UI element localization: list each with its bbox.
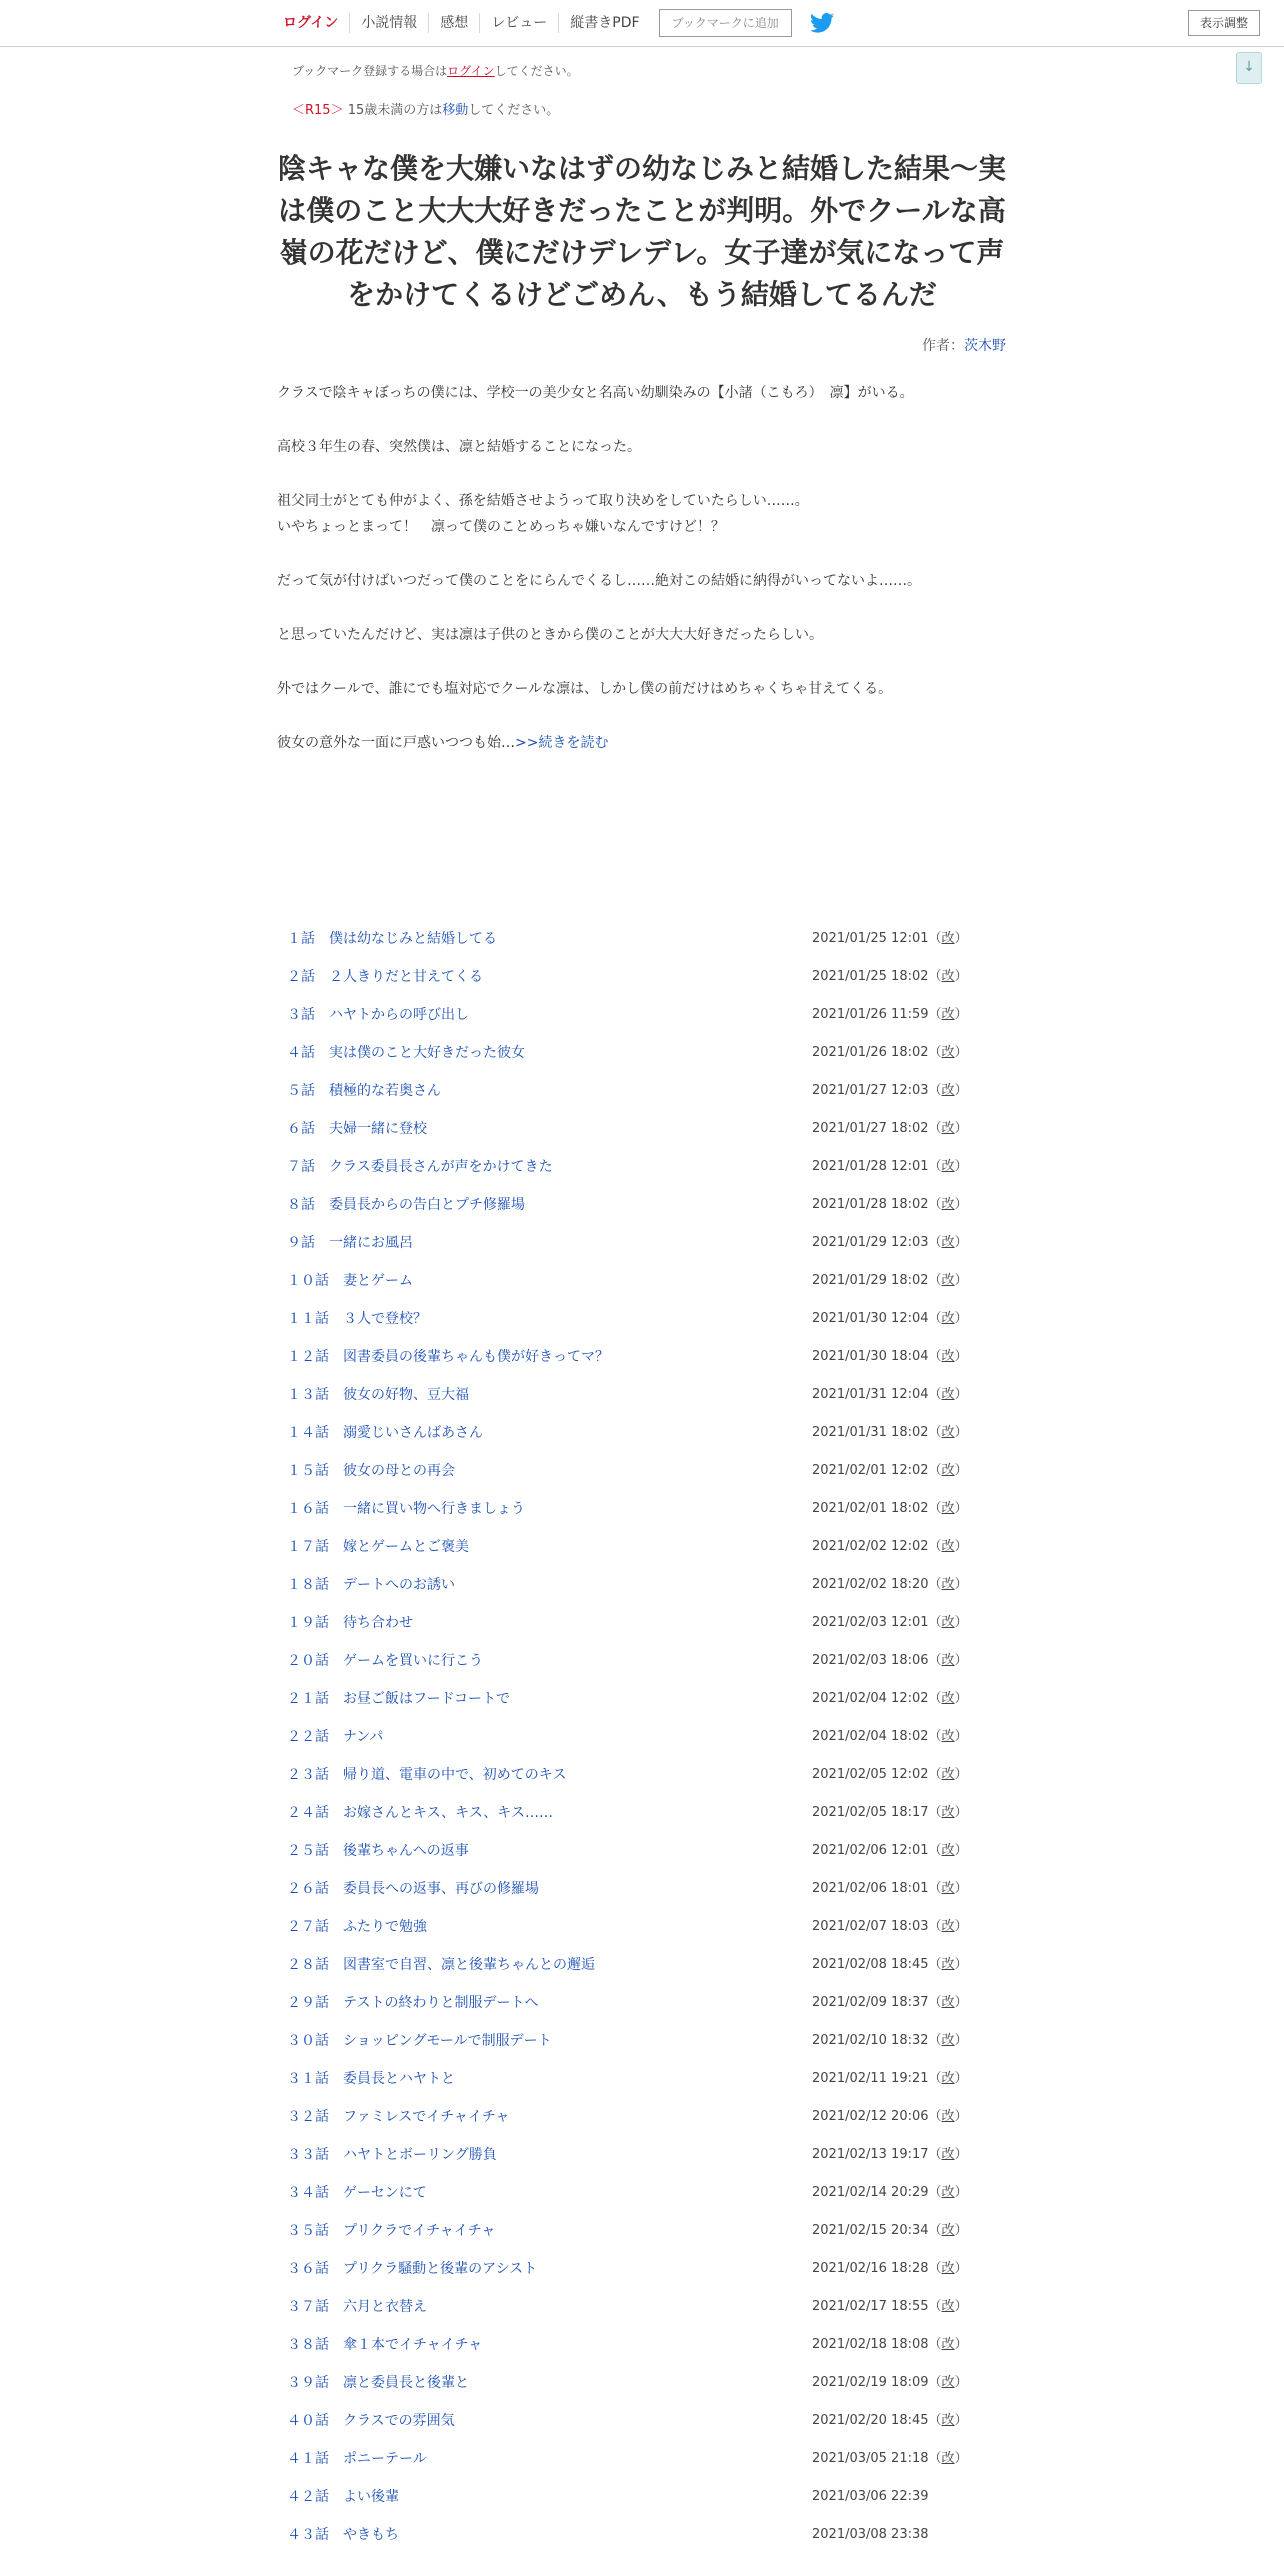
- r15-notice-suffix: してください。: [468, 103, 560, 118]
- chapter-link[interactable]: ２話 ２人きりだと甘えてくる: [287, 969, 483, 985]
- chapter-date: [812, 1838, 968, 1864]
- chapter-edited-marker: （改）: [928, 2451, 968, 2466]
- chapter-edited-link[interactable]: 改: [941, 2185, 955, 2200]
- chapter-date: [812, 964, 968, 990]
- chapter-edited-marker: （改）: [928, 1311, 968, 1326]
- chapter-row: [287, 1496, 987, 1534]
- novel-title: 陰キャな僕を大嫌いなはずの幼なじみと結婚した結果～実は僕のこと大大大好きだったことが判明。外でクールな高嶺の花だけど、僕にだけデレデレ。女子達が気になって声をかけてくるけどごめん、もう結婚してるんだ: [278, 152, 1007, 311]
- chapter-date-value: 2021/01/31 18:02: [812, 1425, 929, 1440]
- chapter-row: [287, 2522, 987, 2560]
- chapter-edited-link[interactable]: 改: [941, 2223, 955, 2238]
- chapter-date: [812, 1800, 968, 1826]
- chapter-date-value: 2021/01/30 12:04: [812, 1311, 929, 1326]
- chapter-link[interactable]: １７話 嫁とゲームとご褒美: [287, 1539, 469, 1555]
- chapter-date: [812, 1914, 968, 1940]
- bookmark-login-notice: [292, 62, 579, 79]
- chapter-row: [287, 2142, 987, 2180]
- chapter-link[interactable]: ２９話 テストの終わりと制服デートへ: [287, 1995, 539, 2011]
- chapter-edited-marker: （改）: [928, 1121, 968, 1136]
- chapter-link[interactable]: ３０話 ショッピングモールで制服デート: [287, 2033, 552, 2049]
- chapter-date-value: 2021/02/04 18:02: [812, 1729, 929, 1744]
- chapter-edited-link[interactable]: 改: [941, 2299, 955, 2314]
- chapter-date: [812, 2218, 968, 2244]
- chapter-row: [287, 1686, 987, 1724]
- chapter-edited-marker: （改）: [928, 2109, 968, 2124]
- chapter-date: [812, 2180, 968, 2206]
- chapter-row: [287, 1382, 987, 1420]
- chapter-edited-marker: （改）: [928, 1691, 968, 1706]
- synopsis-paragraph: [277, 434, 1017, 460]
- chapter-row: [287, 2446, 987, 2484]
- chapter-link[interactable]: １３話 彼女の好物、豆大福: [287, 1387, 469, 1403]
- chapter-edited-link[interactable]: 改: [941, 1843, 955, 1858]
- synopsis-line: いやちょっとまって！ 凛って僕のことめっちゃ嫌いなんですけど！？: [277, 519, 725, 535]
- chapter-date: [812, 1002, 968, 1028]
- chapter-row: [287, 1458, 987, 1496]
- chapter-link[interactable]: ２４話 お嫁さんとキス、キス、キス……: [287, 1805, 553, 1821]
- chapter-edited-link[interactable]: 改: [941, 2071, 955, 2086]
- chapter-edited-marker: （改）: [928, 969, 968, 984]
- chapter-date-value: 2021/01/26 11:59: [812, 1007, 929, 1022]
- chapter-date-value: 2021/02/09 18:37: [812, 1995, 929, 2010]
- chapter-date-value: 2021/01/25 18:02: [812, 969, 929, 984]
- chapter-edited-link[interactable]: 改: [941, 1121, 955, 1136]
- chapter-link[interactable]: ３１話 委員長とハヤトと: [287, 2071, 455, 2087]
- chapter-edited-marker: （改）: [928, 1273, 968, 1288]
- chapter-edited-link[interactable]: 改: [941, 1425, 955, 1440]
- chapter-edited-link[interactable]: 改: [941, 2375, 955, 2390]
- chapter-link[interactable]: １４話 溺愛じいさんばあさん: [287, 1425, 483, 1441]
- chapter-date: [812, 1990, 968, 2016]
- chapter-date: [812, 1268, 968, 1294]
- scroll-down-button[interactable]: ↓: [1236, 52, 1262, 84]
- chapter-link[interactable]: ３５話 プリクラでイチャイチャ: [287, 2223, 496, 2239]
- chapter-row: [287, 1762, 987, 1800]
- chapter-row: [287, 1306, 987, 1344]
- chapter-row: [287, 1230, 987, 1268]
- chapter-edited-marker: （改）: [928, 1387, 968, 1402]
- chapter-date-value: 2021/02/13 19:17: [812, 2147, 929, 2162]
- chapter-edited-link[interactable]: 改: [941, 1767, 955, 1782]
- chapter-link[interactable]: ２０話 ゲームを買いに行こう: [287, 1653, 483, 1669]
- chapter-edited-marker: （改）: [928, 1919, 968, 1934]
- chapter-link[interactable]: ４１話 ポニーテール: [287, 2451, 427, 2467]
- chapter-edited-link[interactable]: 改: [941, 1463, 955, 1478]
- chapter-edited-link[interactable]: 改: [941, 1197, 955, 1212]
- chapter-row: [287, 1268, 987, 1306]
- author-link[interactable]: 茨木野: [964, 338, 1006, 354]
- chapter-row: [287, 2484, 987, 2522]
- chapter-edited-marker: （改）: [928, 2185, 968, 2200]
- chapter-edited-marker: （改）: [928, 1349, 968, 1364]
- chapter-row: [287, 2028, 987, 2066]
- chapter-link[interactable]: ６話 夫婦一緒に登校: [287, 1121, 427, 1137]
- chapter-date: [812, 1496, 968, 1522]
- chapter-link[interactable]: ２５話 後輩ちゃんへの返事: [287, 1843, 469, 1859]
- chapter-row: [287, 1344, 987, 1382]
- chapter-date: [812, 2294, 968, 2320]
- chapter-edited-link[interactable]: 改: [941, 1691, 955, 1706]
- chapter-date-value: 2021/03/06 22:39: [812, 2489, 929, 2504]
- chapter-row: [287, 2332, 987, 2370]
- author-label: 作者：: [922, 338, 964, 354]
- chapter-date-value: 2021/01/28 18:02: [812, 1197, 929, 1212]
- chapter-row: [287, 1990, 987, 2028]
- chapter-edited-marker: （改）: [928, 2147, 968, 2162]
- chapter-edited-link[interactable]: 改: [941, 1995, 955, 2010]
- chapter-link[interactable]: １０話 妻とゲーム: [287, 1273, 413, 1289]
- chapter-link[interactable]: ９話 一緒にお風呂: [287, 1235, 413, 1251]
- chapter-date: [812, 2104, 968, 2130]
- chapter-date: [812, 2142, 968, 2168]
- chapter-edited-marker: （改）: [928, 1007, 968, 1022]
- chapter-date: [812, 926, 968, 952]
- chapter-date: [812, 1610, 968, 1636]
- nav-login[interactable]: ログイン: [272, 13, 350, 33]
- synopsis: [277, 380, 1017, 784]
- chapter-link[interactable]: ３７話 六月と衣替え: [287, 2299, 427, 2315]
- chapter-edited-marker: （改）: [928, 2261, 968, 2276]
- chapter-edited-link[interactable]: 改: [941, 1311, 955, 1326]
- chapter-edited-link[interactable]: 改: [941, 1045, 955, 1060]
- chapter-edited-marker: （改）: [928, 1501, 968, 1516]
- chapter-date: [812, 1762, 968, 1788]
- chapter-edited-marker: （改）: [928, 1653, 968, 1668]
- chapter-date-value: 2021/02/12 20:06: [812, 2109, 929, 2124]
- chapter-row: [287, 1002, 987, 1040]
- add-bookmark-button[interactable]: ブックマークに追加: [659, 9, 792, 37]
- synopsis-paragraph: [277, 622, 1017, 648]
- chapter-row: [287, 2370, 987, 2408]
- bookmark-notice-prefix: ブックマーク登録する場合は: [292, 64, 448, 78]
- chapter-date: [812, 1040, 968, 1066]
- chapter-date-value: 2021/01/27 18:02: [812, 1121, 929, 1136]
- chapter-date-value: 2021/02/17 18:55: [812, 2299, 929, 2314]
- chapter-date-value: 2021/02/19 18:09: [812, 2375, 929, 2390]
- chapter-link[interactable]: １９話 待ち合わせ: [287, 1615, 413, 1631]
- chapter-edited-link[interactable]: 改: [941, 1159, 955, 1174]
- synopsis-line: 高校３年生の春、突然僕は、凛と結婚することになった。: [277, 439, 641, 455]
- nav-impressions[interactable]: 感想: [429, 13, 480, 33]
- chapter-row: [287, 2180, 987, 2218]
- chapter-edited-marker: （改）: [928, 1881, 968, 1896]
- chapter-row: [287, 1876, 987, 1914]
- chapter-date: [812, 1344, 968, 1370]
- chapter-row: [287, 1420, 987, 1458]
- chapter-edited-link[interactable]: 改: [941, 1235, 955, 1250]
- chapter-date-value: 2021/01/31 12:04: [812, 1387, 929, 1402]
- chapter-link[interactable]: ４３話 やきもち: [287, 2527, 399, 2543]
- chapter-date-value: 2021/01/26 18:02: [812, 1045, 929, 1060]
- chapter-date: [812, 1382, 968, 1408]
- chapter-date: [812, 1648, 968, 1674]
- chapter-edited-marker: （改）: [928, 2033, 968, 2048]
- chapter-date-value: 2021/02/10 18:32: [812, 2033, 929, 2048]
- chapter-date-value: 2021/02/11 19:21: [812, 2071, 929, 2086]
- synopsis-line: だって気が付けばいつだって僕のことをにらんでくるし……絶対この結婚に納得がいってないよ……。: [277, 573, 921, 589]
- chapter-date: [812, 1952, 968, 1978]
- chapter-edited-marker: （改）: [928, 2071, 968, 2086]
- chapter-edited-link[interactable]: 改: [941, 2413, 955, 2428]
- top-bar: [0, 0, 1284, 47]
- chapter-date-value: 2021/01/28 12:01: [812, 1159, 929, 1174]
- r15-notice-prefix: 15歳未満の方は: [347, 103, 443, 118]
- chapter-date-value: 2021/01/30 18:04: [812, 1349, 929, 1364]
- chapter-edited-link[interactable]: 改: [941, 1881, 955, 1896]
- chapter-edited-link[interactable]: 改: [941, 1729, 955, 1744]
- chapter-date: [812, 2332, 968, 2358]
- chapter-date: [812, 1078, 968, 1104]
- chapter-edited-link[interactable]: 改: [941, 931, 955, 946]
- chapter-row: [287, 926, 987, 964]
- chapter-date-value: 2021/02/02 18:20: [812, 1577, 929, 1592]
- chapter-row: [287, 2104, 987, 2142]
- chapter-row: [287, 1800, 987, 1838]
- chapter-date-value: 2021/02/08 18:45: [812, 1957, 929, 1972]
- chapter-date-value: 2021/02/18 18:08: [812, 2337, 929, 2352]
- chapter-date-value: 2021/01/29 12:03: [812, 1235, 929, 1250]
- chapter-date-value: 2021/02/04 12:02: [812, 1691, 929, 1706]
- chapter-row: [287, 1116, 987, 1154]
- chapter-date-value: 2021/03/05 21:18: [812, 2451, 929, 2466]
- chapter-date: [812, 2408, 968, 2434]
- chapter-link[interactable]: ４０話 クラスでの雰囲気: [287, 2413, 455, 2429]
- chapter-link[interactable]: ２７話 ふたりで勉強: [287, 1919, 427, 1935]
- synopsis-line: と思っていたんだけど、実は凛は子供のときから僕のことが大大大好きだったらしい。: [277, 627, 823, 643]
- chapter-row: [287, 1154, 987, 1192]
- chapter-row: [287, 1952, 987, 1990]
- chapter-date-value: 2021/02/01 12:02: [812, 1463, 929, 1478]
- nav-review[interactable]: レビュー: [480, 13, 559, 33]
- chapter-date: [812, 2484, 929, 2510]
- r15-move-link[interactable]: 移動: [442, 103, 469, 118]
- chapter-date: [812, 1534, 968, 1560]
- chapter-link[interactable]: ７話 クラス委員長さんが声をかけてきた: [287, 1159, 553, 1175]
- chapter-edited-link[interactable]: 改: [941, 1349, 955, 1364]
- chapter-link[interactable]: １２話 図書委員の後輩ちゃんも僕が好きってマ？: [287, 1349, 609, 1365]
- chapter-link[interactable]: １話 僕は幼なじみと結婚してる: [287, 931, 497, 947]
- chapter-edited-marker: （改）: [928, 1577, 968, 1592]
- chapter-edited-link[interactable]: 改: [941, 1539, 955, 1554]
- chapter-list: [287, 926, 987, 2560]
- chapter-row: [287, 1610, 987, 1648]
- nav-novel-info[interactable]: 小説情報: [350, 13, 429, 33]
- chapter-row: [287, 1572, 987, 1610]
- chapter-edited-marker: （改）: [928, 1083, 968, 1098]
- author-line: [922, 335, 1006, 355]
- chapter-row: [287, 1914, 987, 1952]
- chapter-date-value: 2021/02/05 12:02: [812, 1767, 929, 1782]
- chapter-date: [812, 2028, 968, 2054]
- synopsis-paragraph: [277, 380, 1017, 406]
- chapter-edited-link[interactable]: 改: [941, 1501, 955, 1516]
- chapter-edited-link[interactable]: 改: [941, 1577, 955, 1592]
- chapter-link[interactable]: ４話 実は僕のこと大好きだった彼女: [287, 1045, 525, 1061]
- display-settings-button[interactable]: 表示調整: [1188, 10, 1260, 36]
- chapter-edited-marker: （改）: [928, 1197, 968, 1212]
- chapter-link[interactable]: ３４話 ゲーセンにて: [287, 2185, 427, 2201]
- chapter-link[interactable]: １６話 一緒に買い物へ行きましょう: [287, 1501, 525, 1517]
- chapter-row: [287, 1534, 987, 1572]
- chapter-date-value: 2021/02/01 18:02: [812, 1501, 929, 1516]
- synopsis-paragraph: [277, 730, 1017, 756]
- chapter-link[interactable]: ３８話 傘１本でイチャイチャ: [287, 2337, 483, 2353]
- chapter-date: [812, 2066, 968, 2092]
- chapter-date-value: 2021/02/03 12:01: [812, 1615, 929, 1630]
- chapter-edited-marker: （改）: [928, 1729, 968, 1744]
- chapter-date-value: 2021/02/14 20:29: [812, 2185, 929, 2200]
- chapter-edited-link[interactable]: 改: [941, 1387, 955, 1402]
- chapter-edited-link[interactable]: 改: [941, 2147, 955, 2162]
- chapter-edited-marker: （改）: [928, 2413, 968, 2428]
- chapter-date: [812, 1572, 968, 1598]
- chapter-link[interactable]: ３９話 凛と委員長と後輩と: [287, 2375, 469, 2391]
- chapter-row: [287, 1724, 987, 1762]
- chapter-row: [287, 1192, 987, 1230]
- chapter-row: [287, 2408, 987, 2446]
- chapter-link[interactable]: ２３話 帰り道、電車の中で、初めてのキス: [287, 1767, 567, 1783]
- chapter-date-value: 2021/03/08 23:38: [812, 2527, 929, 2542]
- chapter-link[interactable]: ３６話 プリクラ騒動と後輩のアシスト: [287, 2261, 538, 2277]
- chapter-link[interactable]: ２８話 図書室で自習、凛と後輩ちゃんとの邂逅: [287, 1957, 595, 1973]
- chapter-date: [812, 1876, 968, 1902]
- chapter-edited-marker: （改）: [928, 1767, 968, 1782]
- chapter-edited-link[interactable]: 改: [941, 2261, 955, 2276]
- chapter-row: [287, 1040, 987, 1078]
- chapter-link[interactable]: １５話 彼女の母との再会: [287, 1463, 455, 1479]
- chapter-edited-link[interactable]: 改: [941, 2337, 955, 2352]
- chapter-date: [812, 1154, 968, 1180]
- bookmark-notice-suffix: してください。: [494, 64, 579, 78]
- chapter-date-value: 2021/02/05 18:17: [812, 1805, 929, 1820]
- read-more-link[interactable]: >>続きを読む: [515, 735, 609, 751]
- r15-tag: ＜R15＞: [292, 103, 344, 118]
- chapter-edited-link[interactable]: 改: [941, 1805, 955, 1820]
- chapter-date-value: 2021/02/03 18:06: [812, 1653, 929, 1668]
- chapter-edited-marker: （改）: [928, 1425, 968, 1440]
- chapter-date: [812, 1230, 968, 1256]
- chapter-edited-marker: （改）: [928, 1045, 968, 1060]
- chapter-date: [812, 1458, 968, 1484]
- chapter-edited-link[interactable]: 改: [941, 969, 955, 984]
- chapter-link[interactable]: ３３話 ハヤトとボーリング勝負: [287, 2147, 497, 2163]
- chapter-edited-link[interactable]: 改: [941, 2109, 955, 2124]
- synopsis-line: クラスで陰キャぼっちの僕には、学校一の美少女と名高い幼馴染みの【小諸（こもろ） 凛】がいる。: [277, 385, 914, 401]
- chapter-row: [287, 2256, 987, 2294]
- chapter-date-value: 2021/01/27 12:03: [812, 1083, 929, 1098]
- chapter-date: [812, 2370, 968, 2396]
- nav-vertical-pdf[interactable]: 縦書きPDF: [570, 15, 640, 31]
- chapter-date-value: 2021/02/16 18:28: [812, 2261, 929, 2276]
- chapter-row: [287, 2218, 987, 2256]
- chapter-edited-marker: （改）: [928, 1843, 968, 1858]
- chapter-edited-marker: （改）: [928, 1159, 968, 1174]
- chapter-edited-marker: （改）: [928, 1615, 968, 1630]
- chapter-link[interactable]: １８話 デートへのお誘い: [287, 1577, 455, 1593]
- chapter-row: [287, 2294, 987, 2332]
- top-nav: [272, 0, 836, 46]
- chapter-link[interactable]: １１話 ３人で登校？: [287, 1311, 427, 1327]
- r15-notice: [292, 99, 559, 118]
- synopsis-paragraph: [277, 676, 1017, 702]
- chapter-edited-marker: （改）: [928, 1539, 968, 1554]
- chapter-link[interactable]: ２６話 委員長への返事、再びの修羅場: [287, 1881, 539, 1897]
- chapter-date-value: 2021/01/29 18:02: [812, 1273, 929, 1288]
- chapter-date: [812, 1686, 968, 1712]
- chapter-edited-marker: （改）: [928, 1995, 968, 2010]
- synopsis-line: 彼女の意外な一面に戸惑いつつも始…: [277, 735, 515, 751]
- bookmark-login-link[interactable]: ログイン: [447, 64, 495, 78]
- chapter-link[interactable]: ２１話 お昼ご飯はフードコートで: [287, 1691, 511, 1707]
- chapter-row: [287, 964, 987, 1002]
- chapter-edited-link[interactable]: 改: [941, 1273, 955, 1288]
- chapter-link[interactable]: ３２話 ファミレスでイチャイチャ: [287, 2109, 510, 2125]
- chapter-date: [812, 2522, 929, 2548]
- chapter-edited-link[interactable]: 改: [941, 2033, 955, 2048]
- chapter-edited-marker: （改）: [928, 2337, 968, 2352]
- chapter-date: [812, 1306, 968, 1332]
- chapter-edited-link[interactable]: 改: [941, 1919, 955, 1934]
- chapter-date: [812, 1724, 968, 1750]
- chapter-date-value: 2021/02/07 18:03: [812, 1919, 929, 1934]
- chapter-edited-link[interactable]: 改: [941, 1007, 955, 1022]
- chapter-edited-marker: （改）: [928, 1235, 968, 1250]
- chapter-date-value: 2021/02/15 20:34: [812, 2223, 929, 2238]
- chapter-date: [812, 1192, 968, 1218]
- chapter-row: [287, 2066, 987, 2104]
- chapter-date: [812, 1116, 968, 1142]
- chapter-edited-link[interactable]: 改: [941, 2451, 955, 2466]
- synopsis-line: 祖父同士がとても仲がよく、孫を結婚させようって取り決めをしていたらしい……。: [277, 493, 809, 509]
- chapter-date: [812, 2446, 968, 2472]
- chapter-link[interactable]: ５話 積極的な若奥さん: [287, 1083, 441, 1099]
- chapter-date-value: 2021/02/02 12:02: [812, 1539, 929, 1554]
- chapter-row: [287, 1648, 987, 1686]
- chapter-edited-marker: （改）: [928, 1805, 968, 1820]
- chapter-edited-link[interactable]: 改: [941, 1653, 955, 1668]
- chapter-edited-marker: （改）: [928, 2299, 968, 2314]
- chapter-edited-link[interactable]: 改: [941, 1083, 955, 1098]
- chapter-link[interactable]: ８話 委員長からの告白とプチ修羅場: [287, 1197, 525, 1213]
- synopsis-line: 外ではクールで、誰にでも塩対応でクールな凛は、しかし僕の前だけはめちゃくちゃ甘えてくる。: [277, 681, 893, 697]
- chapter-edited-marker: （改）: [928, 1957, 968, 1972]
- chapter-date: [812, 1420, 968, 1446]
- chapter-edited-marker: （改）: [928, 931, 968, 946]
- synopsis-paragraph: [277, 488, 1017, 540]
- chapter-date-value: 2021/02/06 12:01: [812, 1843, 929, 1858]
- chapter-edited-link[interactable]: 改: [941, 1615, 955, 1630]
- chapter-date-value: 2021/02/06 18:01: [812, 1881, 929, 1896]
- chapter-edited-marker: （改）: [928, 2223, 968, 2238]
- chapter-link[interactable]: ３話 ハヤトからの呼び出し: [287, 1007, 469, 1023]
- chapter-edited-link[interactable]: 改: [941, 1957, 955, 1972]
- chapter-date-value: 2021/02/20 18:45: [812, 2413, 929, 2428]
- synopsis-paragraph: [277, 568, 1017, 594]
- chapter-row: [287, 1838, 987, 1876]
- chapter-date: [812, 2256, 968, 2282]
- chapter-link[interactable]: ４２話 よい後輩: [287, 2489, 399, 2505]
- chapter-edited-marker: （改）: [928, 2375, 968, 2390]
- chapter-link[interactable]: ２２話 ナンパ: [287, 1729, 384, 1745]
- chapter-edited-marker: （改）: [928, 1463, 968, 1478]
- chapter-date-value: 2021/01/25 12:01: [812, 931, 929, 946]
- chapter-row: [287, 1078, 987, 1116]
- twitter-icon[interactable]: [810, 12, 836, 34]
